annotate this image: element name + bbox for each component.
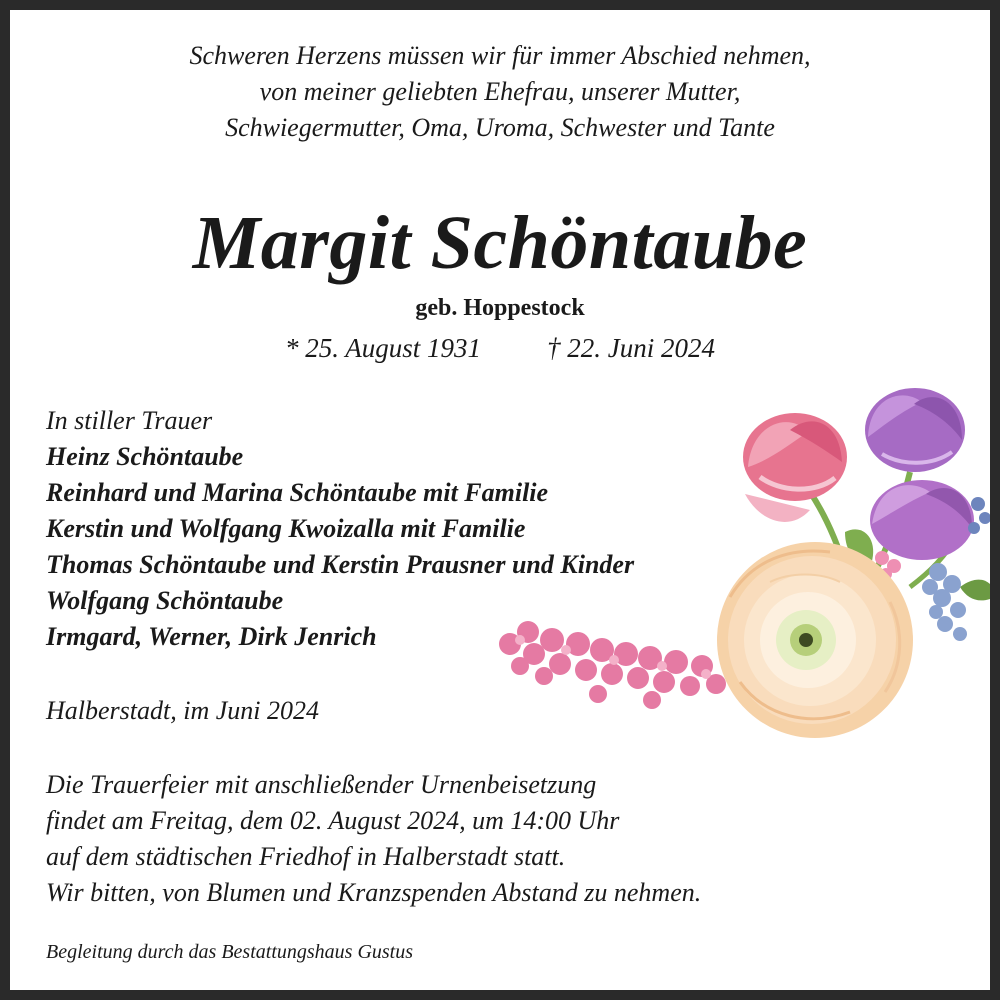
- mourner-name: Irmgard, Werner, Dirk Jenrich: [46, 622, 377, 651]
- mourners-lead: In stiller Trauer: [46, 406, 213, 435]
- death-date: † 22. Juni 2024: [547, 333, 715, 363]
- life-dates: [10, 330, 990, 366]
- ceremony-line: Die Trauerfeier mit anschließender Urnenbeisetzung: [46, 770, 597, 799]
- maiden-name: geb. Hoppestock: [415, 295, 585, 321]
- intro-line: Schwiegermutter, Oma, Uroma, Schwester und Tante: [225, 113, 775, 142]
- birth-date: * 25. August 1931: [284, 333, 481, 363]
- ceremony-info: [46, 767, 701, 911]
- ceremony-line: findet am Freitag, dem 02. August 2024, um 14:00 Uhr: [46, 806, 620, 835]
- intro-line: Schweren Herzens müssen wir für immer Abschied nehmen,: [189, 41, 811, 70]
- mourner-name: Kerstin und Wolfgang Kwoizalla mit Familie: [46, 514, 526, 543]
- place-date: Halberstadt, im Juni 2024: [46, 696, 319, 725]
- mourner-name: Wolfgang Schöntaube: [46, 586, 284, 615]
- mourners-list: [46, 403, 634, 655]
- mourner-name: Reinhard und Marina Schöntaube mit Familie: [46, 478, 549, 507]
- intro-line: von meiner geliebten Ehefrau, unserer Mutter,: [259, 77, 741, 106]
- ceremony-line: auf dem städtischen Friedhof in Halberstadt statt.: [46, 842, 566, 871]
- deceased-name: Margit Schöntaube: [192, 201, 808, 285]
- mourner-name: Heinz Schöntaube: [46, 442, 244, 471]
- funeral-home-credit: Begleitung durch das Bestattungshaus Gustus: [46, 941, 414, 963]
- ceremony-line: Wir bitten, von Blumen und Kranzspenden Abstand zu nehmen.: [46, 878, 702, 907]
- intro-text: [10, 38, 990, 146]
- mourner-name: Thomas Schöntaube und Kerstin Prausner und Kinder: [46, 550, 635, 579]
